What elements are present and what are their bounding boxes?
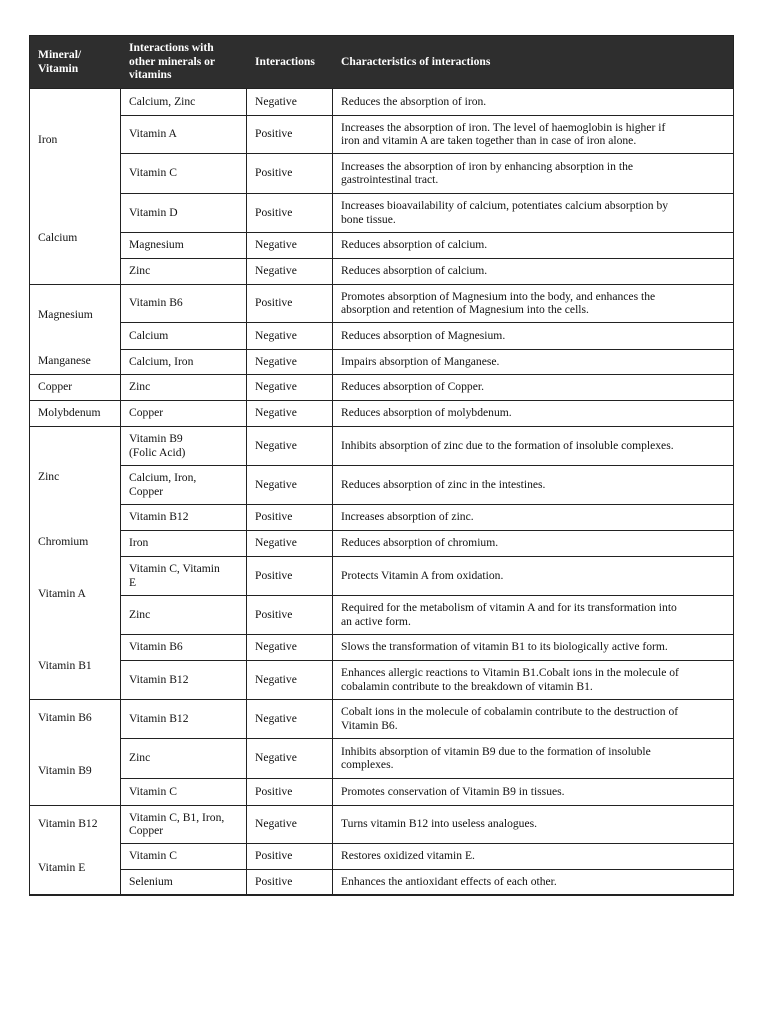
mineral-label: Vitamin B12	[38, 817, 98, 831]
interaction-type-cell: Positive	[255, 568, 293, 582]
mineral-label: Vitamin B6	[38, 711, 92, 725]
interacts-with-cell: Vitamin C	[129, 849, 177, 863]
interacts-with-cell: Vitamin C	[129, 166, 177, 180]
mineral-label: Vitamin B1	[38, 659, 92, 673]
mineral-label: Chromium	[38, 535, 89, 549]
characteristics-cell: Reduces absorption of zinc in the intestines.	[341, 477, 546, 491]
interacts-with-cell: Calcium	[129, 328, 169, 342]
interacts-with-cell: Vitamin B6	[129, 640, 183, 654]
characteristics-cell: Increases the absorption of iron by enhancing absorption in the gastrointestinal tract.	[341, 159, 634, 186]
characteristics-cell: Restores oxidized vitamin E.	[341, 849, 475, 863]
characteristics-cell: Reduces absorption of calcium.	[341, 238, 488, 252]
interaction-type-cell: Negative	[255, 640, 297, 654]
mineral-label: Copper	[38, 380, 73, 394]
header-cell: Interactions with other minerals or vitamins	[129, 41, 216, 82]
mineral-label: Iron	[38, 133, 58, 147]
interacts-with-cell: Vitamin B12	[129, 672, 189, 686]
interaction-type-cell: Negative	[255, 406, 297, 420]
interaction-type-cell: Negative	[255, 438, 297, 452]
mineral-label: Magnesium	[38, 308, 93, 322]
mineral-label: Molybdenum	[38, 406, 101, 420]
characteristics-cell: Slows the transformation of vitamin B1 to its biologically active form.	[341, 640, 668, 654]
column-divider	[246, 88, 247, 895]
characteristics-cell: Promotes absorption of Magnesium into the body, and enhances the absorption and retention of Magnesium into the cells.	[341, 289, 656, 316]
characteristics-cell: Required for the metabolism of vitamin A and for its transformation into an active form.	[341, 601, 677, 628]
interacts-with-cell: Vitamin C, Vitamin E	[129, 562, 220, 589]
mineral-label: Vitamin B9	[38, 764, 92, 778]
interaction-type-cell: Negative	[255, 751, 297, 765]
column-divider	[120, 88, 121, 895]
characteristics-cell: Reduces absorption of molybdenum.	[341, 406, 512, 420]
interaction-type-cell: Positive	[255, 166, 293, 180]
characteristics-cell: Enhances allergic reactions to Vitamin B1.Cobalt ions in the molecule of cobalamin contribute to the breakdown of vitamin B1.	[341, 666, 679, 693]
interacts-with-cell: Magnesium	[129, 238, 184, 252]
interaction-type-cell: Positive	[255, 296, 293, 310]
interaction-type-cell: Negative	[255, 264, 297, 278]
characteristics-cell: Reduces absorption of chromium.	[341, 536, 499, 550]
mineral-label: Vitamin E	[38, 861, 86, 875]
interaction-type-cell: Positive	[255, 849, 293, 863]
interacts-with-cell: Vitamin D	[129, 205, 178, 219]
interacts-with-cell: Zinc	[129, 264, 151, 278]
interacts-with-cell: Vitamin C	[129, 784, 177, 798]
interacts-with-cell: Calcium, Iron	[129, 354, 194, 368]
interacts-with-cell: Calcium, Zinc	[129, 94, 196, 108]
characteristics-cell: Inhibits absorption of zinc due to the formation of insoluble complexes.	[341, 438, 674, 452]
interacts-with-cell: Copper	[129, 406, 164, 420]
interacts-with-cell: Vitamin B9 (Folic Acid)	[129, 432, 186, 459]
mineral-label: Zinc	[38, 470, 60, 484]
interaction-type-cell: Negative	[255, 711, 297, 725]
interaction-type-cell: Negative	[255, 354, 297, 368]
interacts-with-cell: Selenium	[129, 875, 173, 889]
interacts-with-cell: Vitamin B6	[129, 296, 183, 310]
characteristics-cell: Reduces absorption of calcium.	[341, 264, 488, 278]
interaction-type-cell: Positive	[255, 510, 293, 524]
interaction-type-cell: Negative	[255, 238, 297, 252]
characteristics-cell: Increases absorption of zinc.	[341, 510, 474, 524]
column-divider	[332, 88, 333, 895]
table-border-left	[29, 35, 30, 895]
header-cell: Mineral/ Vitamin	[38, 48, 82, 75]
interaction-type-cell: Negative	[255, 672, 297, 686]
group-divider	[29, 895, 734, 896]
header-cell: Interactions	[255, 54, 315, 68]
interacts-with-cell: Zinc	[129, 751, 151, 765]
interaction-type-cell: Positive	[255, 784, 293, 798]
characteristics-cell: Reduces absorption of Copper.	[341, 380, 484, 394]
interaction-type-cell: Positive	[255, 127, 293, 141]
mineral-label: Manganese	[38, 354, 91, 368]
interacts-with-cell: Vitamin A	[129, 127, 177, 141]
characteristics-cell: Protects Vitamin A from oxidation.	[341, 568, 504, 582]
characteristics-cell: Enhances the antioxidant effects of each other.	[341, 875, 557, 889]
interactions-table	[29, 35, 734, 895]
interacts-with-cell: Vitamin B12	[129, 510, 189, 524]
mineral-label: Vitamin A	[38, 587, 86, 601]
interaction-type-cell: Negative	[255, 477, 297, 491]
interaction-type-cell: Negative	[255, 328, 297, 342]
interaction-type-cell: Positive	[255, 607, 293, 621]
characteristics-cell: Reduces the absorption of iron.	[341, 94, 487, 108]
interaction-type-cell: Negative	[255, 94, 297, 108]
interacts-with-cell: Zinc	[129, 380, 151, 394]
interacts-with-cell: Calcium, Iron, Copper	[129, 471, 197, 498]
characteristics-cell: Increases bioavailability of calcium, potentiates calcium absorption by bone tissue.	[341, 199, 669, 226]
interacts-with-cell: Iron	[129, 536, 149, 550]
header-cell: Characteristics of interactions	[341, 54, 491, 68]
characteristics-cell: Cobalt ions in the molecule of cobalamin contribute to the destruction of Vitamin B6.	[341, 705, 679, 732]
interaction-type-cell: Positive	[255, 875, 293, 889]
interaction-type-cell: Negative	[255, 536, 297, 550]
characteristics-cell: Inhibits absorption of vitamin B9 due to the formation of insoluble complexes.	[341, 744, 651, 771]
interaction-type-cell: Negative	[255, 380, 297, 394]
characteristics-cell: Increases the absorption of iron. The level of haemoglobin is higher if iron and vitamin A are taken together than in case of iron alone.	[341, 120, 666, 147]
characteristics-cell: Promotes conservation of Vitamin B9 in tissues.	[341, 784, 565, 798]
interacts-with-cell: Zinc	[129, 607, 151, 621]
characteristics-cell: Impairs absorption of Manganese.	[341, 354, 500, 368]
characteristics-cell: Reduces absorption of Magnesium.	[341, 328, 506, 342]
characteristics-cell: Turns vitamin B12 into useless analogues.	[341, 817, 538, 831]
interaction-type-cell: Negative	[255, 817, 297, 831]
interacts-with-cell: Vitamin C, B1, Iron, Copper	[129, 810, 225, 837]
interacts-with-cell: Vitamin B12	[129, 711, 189, 725]
mineral-label: Calcium	[38, 231, 78, 245]
interaction-type-cell: Positive	[255, 205, 293, 219]
